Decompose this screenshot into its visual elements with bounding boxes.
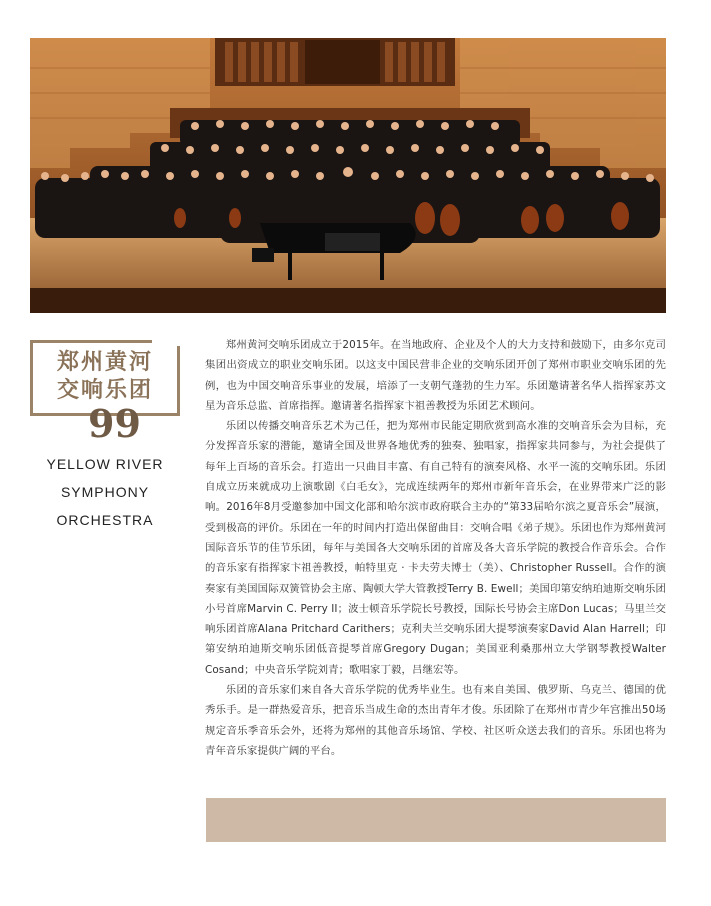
paragraph-3: 乐团的音乐家们来自各大音乐学院的优秀毕业生。也有来自美国、俄罗斯、乌克兰、德国的优秀乐手。是一群热爱音乐，把音乐当成生命的杰出青年才俊。乐团除了在郑州市青少年宫推出50场规定音乐季音乐会外，还将为郑州的其他音乐场馆、学校、社区听众送去我们的音乐。乐团也将为青年音乐家提供广阔的平台。 <box>205 684 666 757</box>
article-body <box>205 335 666 761</box>
title-cn-line1: 郑州黄河 <box>56 349 153 375</box>
orchestra-stage-photo-icon <box>30 38 666 313</box>
title-en-line1: YELLOW RIVER <box>46 456 164 472</box>
paragraph-2: 乐团以传播交响音乐艺术为己任，把为郑州市民能定期欣赏到高水准的交响音乐会为目标，充分发挥音乐家的潜能，邀请全国及世界各地优秀的独奏、独唱家，指挥家共同参与，为社会提供了每年上百场的音乐会。打造出一只曲目丰富、有自己特有的演奏风格、水平一流的交响乐团。乐团自成立历来就成功上演歌剧《白毛女》，完成连续两年的郑州市新年音乐会，在业界带来广泛的影响。2016年8月受邀参加中国文化部和哈尔滨市政府联合主办的“第33届哈尔滨之夏音乐会”展演，受到极高的评价。乐团在一年的时间内打造出保留曲目：交响合唱《弟子规》。乐团也作为郑州黄河国际音乐节的佳节乐团，每年与美国各大交响乐团的首席及各大音乐学院的教授合作音乐会。合作的音乐家有指挥家卞祖善教授，帕特里克 · 卡夫劳夫博士（美）、Christopher Russell。合作的演奏家有美国国际双簧管协会主席、陶顿大学大管教授Terry B. Ewell；美国印第安纳珀迪斯交响乐团小号首席Marvin C. Perry II；波士顿音乐学院长号教授，国际长号协会主席Don Lucas；马里兰交响乐团首席Alana Pritchard Carithers；克利夫兰交响乐团大提琴演奏家David Alan Harrell；印第安纳珀迪斯交响乐团低音提琴首席Gregory Dugan；美国亚利桑那州立大学钢琴教授Walter Cosand；中央音乐学院刘青；歌唱家丁毅，吕继宏等。 <box>205 420 666 676</box>
bottom-color-bar <box>206 798 666 842</box>
frame-gap <box>152 340 180 346</box>
title-en-line2: SYMPHONY <box>60 484 150 500</box>
orchestra-photo <box>30 38 666 313</box>
title-en-line3: ORCHESTRA <box>56 512 154 528</box>
title-cn-line2: 交响乐团 <box>56 377 153 403</box>
quote-mark: 99 <box>88 401 141 446</box>
paragraph-1: 郑州黄河交响乐团成立于2015年。在当地政府、企业及个人的大力支持和鼓励下，由多尔克司集团出资成立的职业交响乐团。以这支中国民营非企业的交响乐团开创了郑州市职业交响乐团的先例，也为中国交响音乐事业的发展，培添了一支朝气蓬勃的生力军。乐团邀请著名华人指挥家苏文星为音乐总监、首席指挥。邀请著名指挥家卞祖善教授为乐团艺术顾问。 <box>205 339 666 412</box>
